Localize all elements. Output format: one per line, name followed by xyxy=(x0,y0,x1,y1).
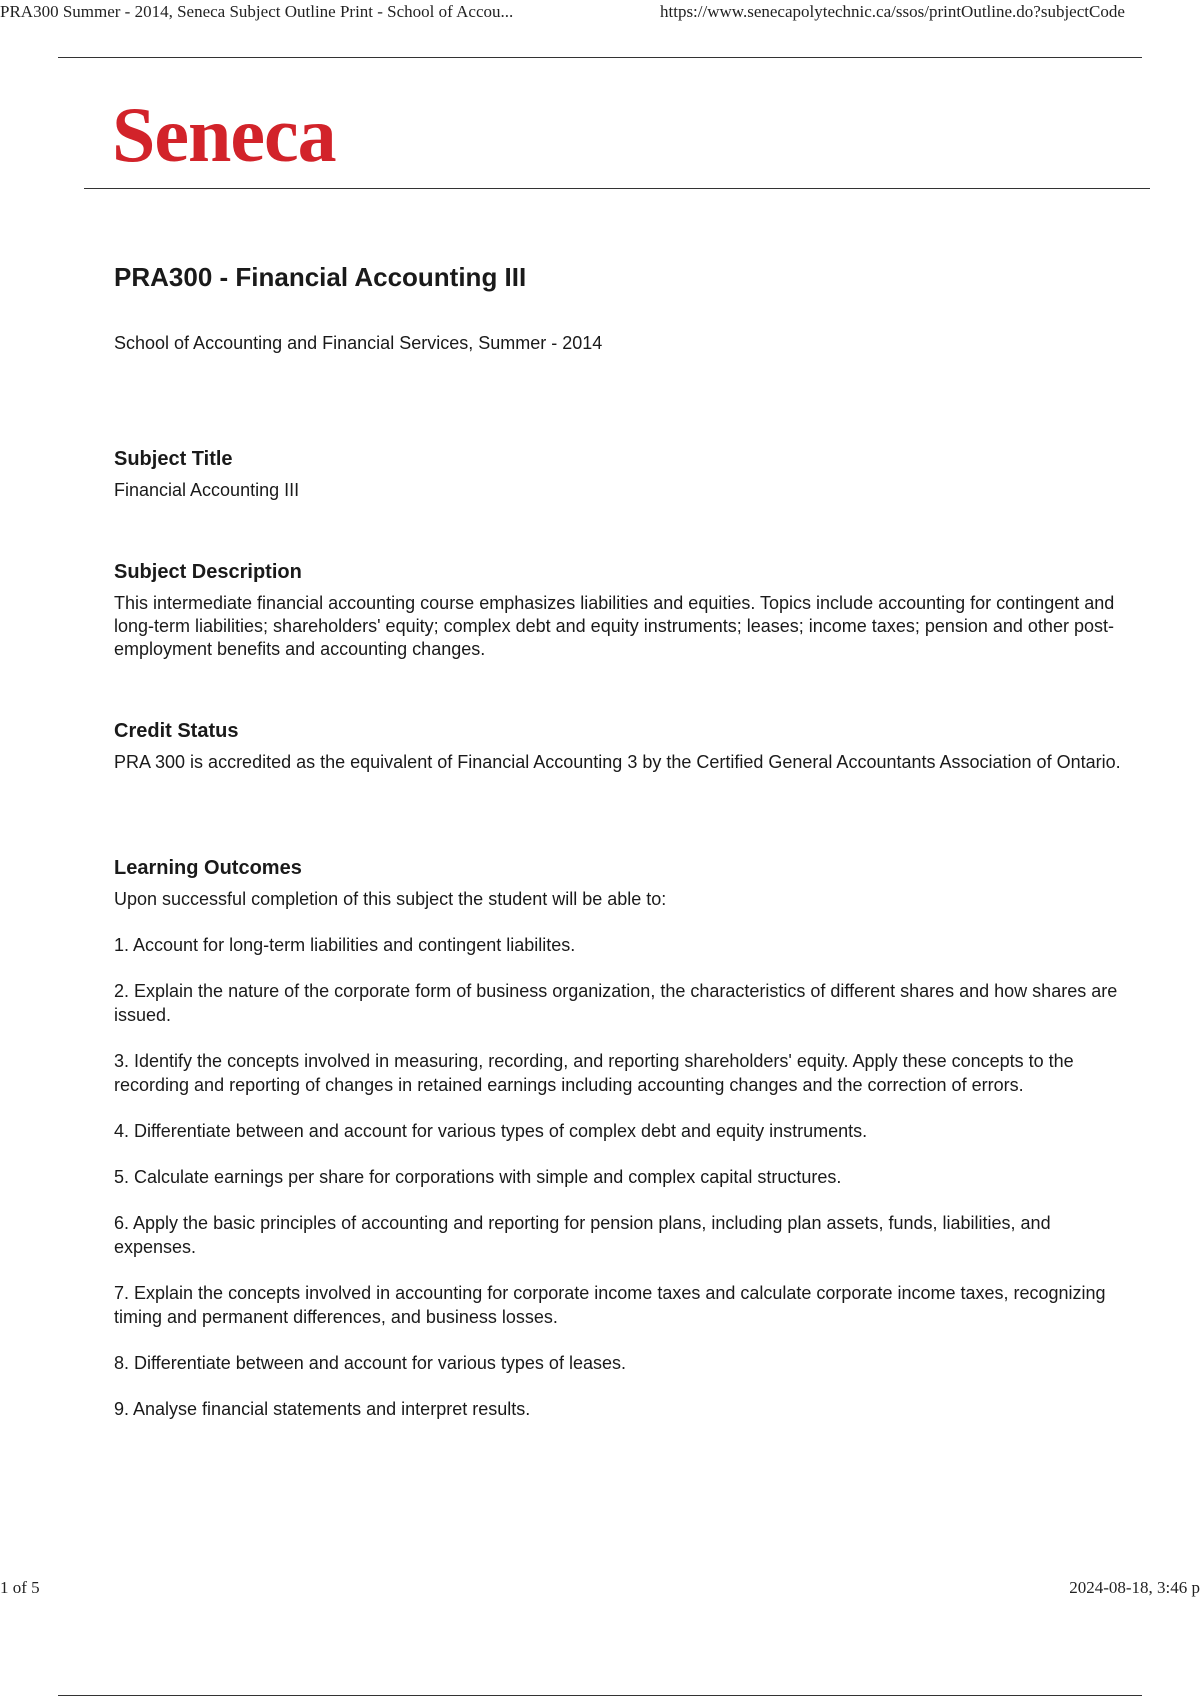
top-divider xyxy=(58,57,1142,58)
list-item: 5. Calculate earnings per share for corporations with simple and complex capital structures. xyxy=(114,1167,842,1187)
print-page-title: PRA300 Summer - 2014, Seneca Subject Outline Print - School of Accou... xyxy=(0,2,514,21)
print-page-url: https://www.senecapolytechnic.ca/ssos/printOutline.do?subjectCode xyxy=(660,2,1125,21)
list-item: 8. Differentiate between and account for various types of leases. xyxy=(114,1353,626,1373)
list-item: 1. Account for long-term liabilities and contingent liabilites. xyxy=(114,935,576,955)
section-body: PRA 300 is accredited as the equivalent of Financial Accounting 3 by the Certified General Accountants Association of Ontario. xyxy=(114,752,1121,772)
list-item: 3. Identify the concepts involved in measuring, recording, and reporting shareholders' equity. Apply these concepts to the recording and reporting of changes in retained earnings including accounting changes and the correction of errors. xyxy=(114,1051,1074,1095)
list-item: 6. Apply the basic principles of accounting and reporting for pension plans, including plan assets, funds, liabilities, and expenses. xyxy=(114,1213,1051,1257)
list-item: 4. Differentiate between and account for various types of complex debt and equity instruments. xyxy=(114,1121,868,1141)
list-item: 7. Explain the concepts involved in accounting for corporate income taxes and calculate corporate income taxes, recognizing timing and permanent differences, and business losses. xyxy=(114,1283,1106,1327)
section-heading: Credit Status xyxy=(114,720,239,742)
list-item: 2. Explain the nature of the corporate form of business organization, the characteristics of different shares and how shares are issued. xyxy=(114,981,1118,1025)
section-body: Financial Accounting III xyxy=(114,480,300,500)
section-credit-status xyxy=(114,720,1124,774)
page-number: 1 of 5 xyxy=(0,1578,40,1597)
print-header xyxy=(0,0,1200,28)
bottom-divider xyxy=(58,1695,1142,1696)
print-datetime: 2024-08-18, 3:46 p xyxy=(1069,1578,1200,1597)
section-body: This intermediate financial accounting course emphasizes liabilities and equities. Topics include accounting for contingent and long-term liabilities; shareholders' equity; complex debt and equity instruments; leases; income taxes; pension and other post-employment benefits and accounting changes. xyxy=(114,593,1115,659)
section-heading: Subject Title xyxy=(114,448,233,470)
outcomes-intro: Upon successful completion of this subject the student will be able to: xyxy=(114,889,667,909)
section-subject-description xyxy=(114,561,1124,661)
page-title: PRA300 - Financial Accounting III xyxy=(114,262,527,292)
outcomes-list xyxy=(114,933,1124,1421)
section-heading: Learning Outcomes xyxy=(114,857,302,879)
school-term: School of Accounting and Financial Services, Summer - 2014 xyxy=(114,333,603,353)
seneca-logo: Seneca xyxy=(112,91,336,178)
section-learning-outcomes xyxy=(114,857,1124,1421)
logo-divider xyxy=(84,188,1150,189)
section-subject-title xyxy=(114,448,1124,502)
section-heading: Subject Description xyxy=(114,561,302,583)
list-item: 9. Analyse financial statements and interpret results. xyxy=(114,1399,531,1419)
